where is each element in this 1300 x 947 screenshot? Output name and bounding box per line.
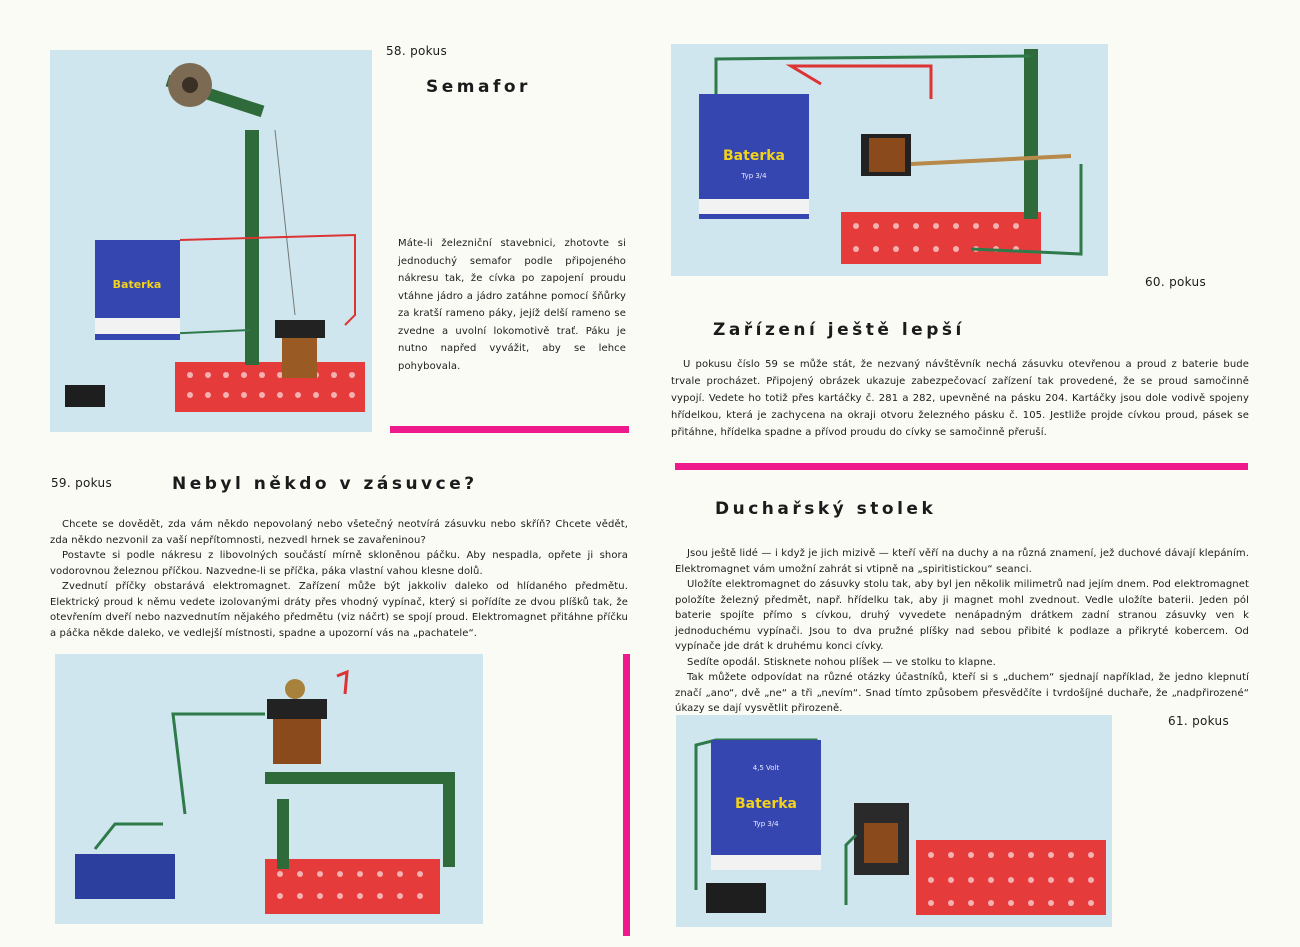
exp61-paragraph: Uložíte elektromagnet do zásuvky stolu tak, aby byl jen několik milimetrů nad jejím dnem. Pod elektromagnet položíte železný předmět, např. hřídelku tak, aby ji magnet mohl zvednout. Vedle uložíte baterii. Jeden pól baterie spojíte přímo s cívkou, druhý vyvedete nenápadným drátkem zadní stranou zásuvky ven k jednoduchému vypínači. Jsou to dva pružné plíšky nad sebou přibité k podlaze a přikryté kobercem. Od vypínače jde drát k druhému konci cívky. bbox=[675, 579, 1249, 652]
exp59-text bbox=[50, 517, 628, 641]
battery-type-60: Typ 3/4 bbox=[741, 172, 767, 180]
exp61-label: 61. pokus bbox=[1168, 714, 1229, 728]
battery-brand-60: Baterka bbox=[723, 148, 785, 164]
exp61-text bbox=[675, 546, 1249, 717]
photo-duchar-stolek bbox=[676, 715, 1112, 927]
photo-semafor bbox=[50, 50, 372, 432]
exp61-paragraph: Sedíte opodál. Stisknete nohou plíšek — ve stolku to klapne. bbox=[687, 656, 996, 668]
battery-type-61: Typ 3/4 bbox=[753, 820, 779, 828]
exp60-text: U pokusu číslo 59 se může stát, že nezvaný návštěvník nechá zásuvku otevřenou a proud z baterie bude trvale procházet. Připojený obrázek ukazuje zabezpečovací zařízení tak provedené, že se proud samočinně vypojí. Vedete ho totiž přes kartáčky č. 281 a 282, upevněné na pásku 204. Kartáčky jsou dole vodivě spojeny hřídelkou, která je zachycena na okraji otvoru železného pásku č. 105. Jestliže projde cívkou proud, pásek se přitáhne, hřídelka spadne a přívod proudu do cívky se samočinně přeruší. bbox=[671, 359, 1249, 438]
exp61-title: Duchařský stolek bbox=[715, 499, 937, 519]
battery-voltage-61: 4,5 Volt bbox=[752, 764, 780, 772]
battery-brand-61: Baterka bbox=[735, 796, 797, 812]
exp60-label: 60. pokus bbox=[1145, 275, 1206, 289]
exp58-title: Semafor bbox=[426, 77, 531, 97]
battery-brand-58: Baterka bbox=[112, 278, 162, 291]
photo-zasuvka bbox=[55, 654, 483, 924]
exp58-text: Máte-li železniční stavebnici, zhotovte si jednoduchý semafor podle připojeného nákresu tak, že cívka po zapojení proudu vtáhne jádro a jádro zatáhne pomocí šňůrky za kratší rameno páky, jejíž delší rameno se zvedne a uvolní lokomotivě trať. Páku je nutno napřed vyvážit, aby se lehce pohybovala. bbox=[398, 238, 626, 372]
exp59-paragraph: Zvednutí příčky obstarává elektromagnet. Zařízení může být jakkoliv daleko od hlídaného předmětu. Elektrický proud k němu vedete izolovanými dráty přes vhodný vypínač, který si pořídíte ze dvou plíšků tak, že otevřením dveří nebo nazvednutím nějakého předmětu (viz náčrt) se spojí proud. Elektromagnet přitáhne příčku a páčka někde daleko, ve vedlejší místnosti, spadne a upozorní vás na „pachatele“. bbox=[50, 581, 628, 639]
exp59-title: Nebyl někdo v zásuvce? bbox=[172, 474, 478, 494]
exp61-paragraph: Tak můžete odpovídat na různé otázky účastníků, kteří si s „duchem“ sjednají například, že jedno klepnutí značí „ano“, dvě „ne“ a tři „nevím“. Snad tímto způsobem přesvědčíte i tvrdošíjné duchaře, že „nadpřirozené“ úkazy se dají vysvětlit přirozeně. bbox=[675, 672, 1249, 714]
exp58-label: 58. pokus bbox=[386, 44, 447, 58]
exp59-paragraph: Chcete se dovědět, zda vám někdo nepovolaný nebo všetečný neotvírá zásuvku nebo skříň? Chcete vědět, zda někdo nezvonil za vaší nepřítomnosti, nezvedl hrnek se zavařeninou? bbox=[50, 519, 628, 546]
exp59-label: 59. pokus bbox=[51, 476, 112, 490]
photo-zarizeni bbox=[671, 44, 1108, 276]
exp60-title: Zařízení ještě lepší bbox=[713, 320, 965, 340]
exp59-paragraph: Postavte si podle nákresu z libovolných součástí mírně skloněnou páčku. Aby nespadla, opřete ji shora vodorovnou železnou příčkou. Nazvedne-li se příčka, páka vlastní vahou klesne dolů. bbox=[50, 550, 628, 577]
accent-bar-59 bbox=[623, 654, 630, 936]
accent-bar-58 bbox=[390, 426, 629, 433]
accent-bar-60 bbox=[675, 463, 1248, 470]
exp61-paragraph: Jsou ještě lidé — i když je jich mizivě — kteří věří na duchy a na různá znamení, jež duchové dávají klepáním. Elektromagnet vám umožní zahrát si vtipně na „spiritistickou“ seanci. bbox=[675, 548, 1249, 575]
